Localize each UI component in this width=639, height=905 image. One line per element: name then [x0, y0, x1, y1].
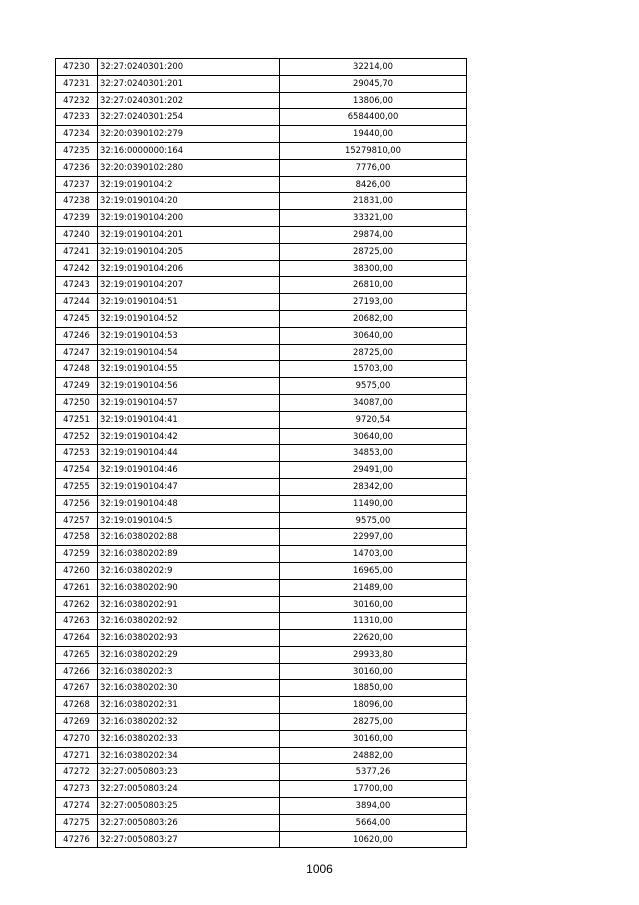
- value-cell: 30640,00: [280, 327, 467, 344]
- table-row: [56, 445, 467, 462]
- row-number-cell: 47271: [56, 747, 98, 764]
- cadastral-number-cell: 32:27:0050803:27: [98, 831, 280, 848]
- row-number-cell: 47238: [56, 193, 98, 210]
- row-number-cell: 47235: [56, 142, 98, 159]
- row-number-cell: 47242: [56, 260, 98, 277]
- row-number-cell: 47258: [56, 529, 98, 546]
- value-cell: 11310,00: [280, 613, 467, 630]
- row-number-cell: 47250: [56, 394, 98, 411]
- table-row: [56, 159, 467, 176]
- value-cell: 26810,00: [280, 277, 467, 294]
- cadastral-number-cell: 32:16:0380202:93: [98, 630, 280, 647]
- cadastral-number-cell: 32:16:0380202:32: [98, 714, 280, 731]
- value-cell: 30160,00: [280, 663, 467, 680]
- cadastral-number-cell: 32:19:0190104:47: [98, 478, 280, 495]
- row-number-cell: 47259: [56, 546, 98, 563]
- row-number-cell: 47236: [56, 159, 98, 176]
- value-cell: 9575,00: [280, 512, 467, 529]
- cadastral-number-cell: 32:16:0380202:29: [98, 646, 280, 663]
- row-number-cell: 47234: [56, 126, 98, 143]
- row-number-cell: 47253: [56, 445, 98, 462]
- row-number-cell: 47241: [56, 243, 98, 260]
- row-number-cell: 47263: [56, 613, 98, 630]
- table-row: [56, 277, 467, 294]
- table-row: [56, 210, 467, 227]
- table-row: [56, 512, 467, 529]
- value-cell: 3894,00: [280, 798, 467, 815]
- row-number-cell: 47276: [56, 831, 98, 848]
- cadastral-number-cell: 32:16:0380202:88: [98, 529, 280, 546]
- row-number-cell: 47273: [56, 781, 98, 798]
- row-number-cell: 47232: [56, 92, 98, 109]
- cadastral-number-cell: 32:19:0190104:201: [98, 226, 280, 243]
- value-cell: 30160,00: [280, 730, 467, 747]
- value-cell: 28725,00: [280, 344, 467, 361]
- table-row: [56, 798, 467, 815]
- table-row: [56, 176, 467, 193]
- cadastral-number-cell: 32:27:0240301:201: [98, 75, 280, 92]
- cadastral-number-cell: 32:20:0390102:279: [98, 126, 280, 143]
- table-row: [56, 714, 467, 731]
- value-cell: 9575,00: [280, 378, 467, 395]
- value-cell: 13806,00: [280, 92, 467, 109]
- table-row: [56, 529, 467, 546]
- table-row: [56, 394, 467, 411]
- cadastral-number-cell: 32:19:0190104:20: [98, 193, 280, 210]
- row-number-cell: 47230: [56, 59, 98, 76]
- value-cell: 20682,00: [280, 310, 467, 327]
- table-row: [56, 495, 467, 512]
- table-row: [56, 327, 467, 344]
- cadastral-number-cell: 32:27:0050803:25: [98, 798, 280, 815]
- cadastral-number-cell: 32:16:0380202:30: [98, 680, 280, 697]
- table-row: [56, 478, 467, 495]
- table-row: [56, 428, 467, 445]
- value-cell: 11490,00: [280, 495, 467, 512]
- cadastral-number-cell: 32:19:0190104:57: [98, 394, 280, 411]
- row-number-cell: 47265: [56, 646, 98, 663]
- value-cell: 29491,00: [280, 462, 467, 479]
- value-cell: 10620,00: [280, 831, 467, 848]
- row-number-cell: 47266: [56, 663, 98, 680]
- value-cell: 34087,00: [280, 394, 467, 411]
- row-number-cell: 47237: [56, 176, 98, 193]
- table-row: [56, 294, 467, 311]
- cadastral-number-cell: 32:20:0390102:280: [98, 159, 280, 176]
- cadastral-number-cell: 32:19:0190104:207: [98, 277, 280, 294]
- table-row: [56, 193, 467, 210]
- value-cell: 9720,54: [280, 411, 467, 428]
- page-number: 1006: [306, 862, 333, 876]
- cadastral-number-cell: 32:19:0190104:44: [98, 445, 280, 462]
- cadastral-number-cell: 32:16:0380202:33: [98, 730, 280, 747]
- value-cell: 22997,00: [280, 529, 467, 546]
- cadastral-number-cell: 32:16:0380202:91: [98, 596, 280, 613]
- value-cell: 29045,70: [280, 75, 467, 92]
- row-number-cell: 47244: [56, 294, 98, 311]
- table-row: [56, 781, 467, 798]
- value-cell: 17700,00: [280, 781, 467, 798]
- cadastral-number-cell: 32:19:0190104:56: [98, 378, 280, 395]
- value-cell: 14703,00: [280, 546, 467, 563]
- cadastral-number-cell: 32:19:0190104:55: [98, 361, 280, 378]
- cadastral-number-cell: 32:16:0380202:3: [98, 663, 280, 680]
- cadastral-number-cell: 32:27:0240301:254: [98, 109, 280, 126]
- row-number-cell: 47240: [56, 226, 98, 243]
- row-number-cell: 47262: [56, 596, 98, 613]
- cadastral-number-cell: 32:19:0190104:42: [98, 428, 280, 445]
- table-row: [56, 680, 467, 697]
- row-number-cell: 47274: [56, 798, 98, 815]
- value-cell: 16965,00: [280, 562, 467, 579]
- table-row: [56, 764, 467, 781]
- value-cell: 18096,00: [280, 697, 467, 714]
- cadastral-number-cell: 32:19:0190104:2: [98, 176, 280, 193]
- value-cell: 21489,00: [280, 579, 467, 596]
- cadastral-number-cell: 32:27:0050803:24: [98, 781, 280, 798]
- cadastral-number-cell: 32:19:0190104:46: [98, 462, 280, 479]
- cadastral-number-cell: 32:19:0190104:53: [98, 327, 280, 344]
- table-row: [56, 646, 467, 663]
- table-row: [56, 59, 467, 76]
- cadastral-number-cell: 32:27:0050803:23: [98, 764, 280, 781]
- row-number-cell: 47256: [56, 495, 98, 512]
- cadastral-number-cell: 32:16:0000000:164: [98, 142, 280, 159]
- table-row: [56, 260, 467, 277]
- cadastral-number-cell: 32:19:0190104:5: [98, 512, 280, 529]
- table-row: [56, 226, 467, 243]
- cadastral-number-cell: 32:16:0380202:31: [98, 697, 280, 714]
- cadastral-number-cell: 32:19:0190104:206: [98, 260, 280, 277]
- cadastral-number-cell: 32:27:0240301:202: [98, 92, 280, 109]
- value-cell: 29933,80: [280, 646, 467, 663]
- table-row: [56, 344, 467, 361]
- cadastral-number-cell: 32:16:0380202:9: [98, 562, 280, 579]
- table-row: [56, 243, 467, 260]
- value-cell: 18850,00: [280, 680, 467, 697]
- row-number-cell: 47270: [56, 730, 98, 747]
- row-number-cell: 47247: [56, 344, 98, 361]
- row-number-cell: 47260: [56, 562, 98, 579]
- cadastral-number-cell: 32:19:0190104:205: [98, 243, 280, 260]
- row-number-cell: 47269: [56, 714, 98, 731]
- table-row: [56, 562, 467, 579]
- table-row: [56, 596, 467, 613]
- row-number-cell: 47272: [56, 764, 98, 781]
- table-row: [56, 462, 467, 479]
- table-row: [56, 126, 467, 143]
- table-row: [56, 75, 467, 92]
- table-row: [56, 831, 467, 848]
- row-number-cell: 47267: [56, 680, 98, 697]
- table-row: [56, 92, 467, 109]
- row-number-cell: 47268: [56, 697, 98, 714]
- value-cell: 21831,00: [280, 193, 467, 210]
- value-cell: 30640,00: [280, 428, 467, 445]
- row-number-cell: 47252: [56, 428, 98, 445]
- table-row: [56, 697, 467, 714]
- row-number-cell: 47249: [56, 378, 98, 395]
- value-cell: 5664,00: [280, 814, 467, 831]
- table-body: [56, 59, 467, 848]
- row-number-cell: 47239: [56, 210, 98, 227]
- cadastral-number-cell: 32:16:0380202:34: [98, 747, 280, 764]
- value-cell: 5377,26: [280, 764, 467, 781]
- cadastral-number-cell: 32:19:0190104:41: [98, 411, 280, 428]
- row-number-cell: 47248: [56, 361, 98, 378]
- row-number-cell: 47233: [56, 109, 98, 126]
- value-cell: 28342,00: [280, 478, 467, 495]
- row-number-cell: 47261: [56, 579, 98, 596]
- cadastral-number-cell: 32:19:0190104:52: [98, 310, 280, 327]
- cadastral-number-cell: 32:19:0190104:54: [98, 344, 280, 361]
- row-number-cell: 47275: [56, 814, 98, 831]
- cadastral-number-cell: 32:16:0380202:89: [98, 546, 280, 563]
- value-cell: 28725,00: [280, 243, 467, 260]
- value-cell: 7776,00: [280, 159, 467, 176]
- value-cell: 22620,00: [280, 630, 467, 647]
- table-row: [56, 579, 467, 596]
- table-row: [56, 747, 467, 764]
- value-cell: 32214,00: [280, 59, 467, 76]
- value-cell: 33321,00: [280, 210, 467, 227]
- data-table: [55, 58, 467, 848]
- row-number-cell: 47245: [56, 310, 98, 327]
- table-row: [56, 730, 467, 747]
- table-row: [56, 613, 467, 630]
- cadastral-number-cell: 32:16:0380202:90: [98, 579, 280, 596]
- cadastral-number-cell: 32:27:0050803:26: [98, 814, 280, 831]
- row-number-cell: 47255: [56, 478, 98, 495]
- cadastral-number-cell: 32:19:0190104:48: [98, 495, 280, 512]
- value-cell: 6584400,00: [280, 109, 467, 126]
- table-row: [56, 142, 467, 159]
- row-number-cell: 47254: [56, 462, 98, 479]
- value-cell: 15279810,00: [280, 142, 467, 159]
- table-row: [56, 361, 467, 378]
- value-cell: 38300,00: [280, 260, 467, 277]
- cadastral-number-cell: 32:16:0380202:92: [98, 613, 280, 630]
- row-number-cell: 47264: [56, 630, 98, 647]
- row-number-cell: 47243: [56, 277, 98, 294]
- table-row: [56, 310, 467, 327]
- table-row: [56, 411, 467, 428]
- cadastral-number-cell: 32:27:0240301:200: [98, 59, 280, 76]
- value-cell: 15703,00: [280, 361, 467, 378]
- table-row: [56, 663, 467, 680]
- table-row: [56, 378, 467, 395]
- value-cell: 30160,00: [280, 596, 467, 613]
- row-number-cell: 47246: [56, 327, 98, 344]
- row-number-cell: 47257: [56, 512, 98, 529]
- value-cell: 29874,00: [280, 226, 467, 243]
- value-cell: 8426,00: [280, 176, 467, 193]
- cadastral-number-cell: 32:19:0190104:51: [98, 294, 280, 311]
- row-number-cell: 47251: [56, 411, 98, 428]
- table-row: [56, 109, 467, 126]
- value-cell: 27193,00: [280, 294, 467, 311]
- value-cell: 19440,00: [280, 126, 467, 143]
- table-row: [56, 546, 467, 563]
- value-cell: 34853,00: [280, 445, 467, 462]
- table-row: [56, 630, 467, 647]
- value-cell: 24882,00: [280, 747, 467, 764]
- table-row: [56, 814, 467, 831]
- row-number-cell: 47231: [56, 75, 98, 92]
- cadastral-number-cell: 32:19:0190104:200: [98, 210, 280, 227]
- value-cell: 28275,00: [280, 714, 467, 731]
